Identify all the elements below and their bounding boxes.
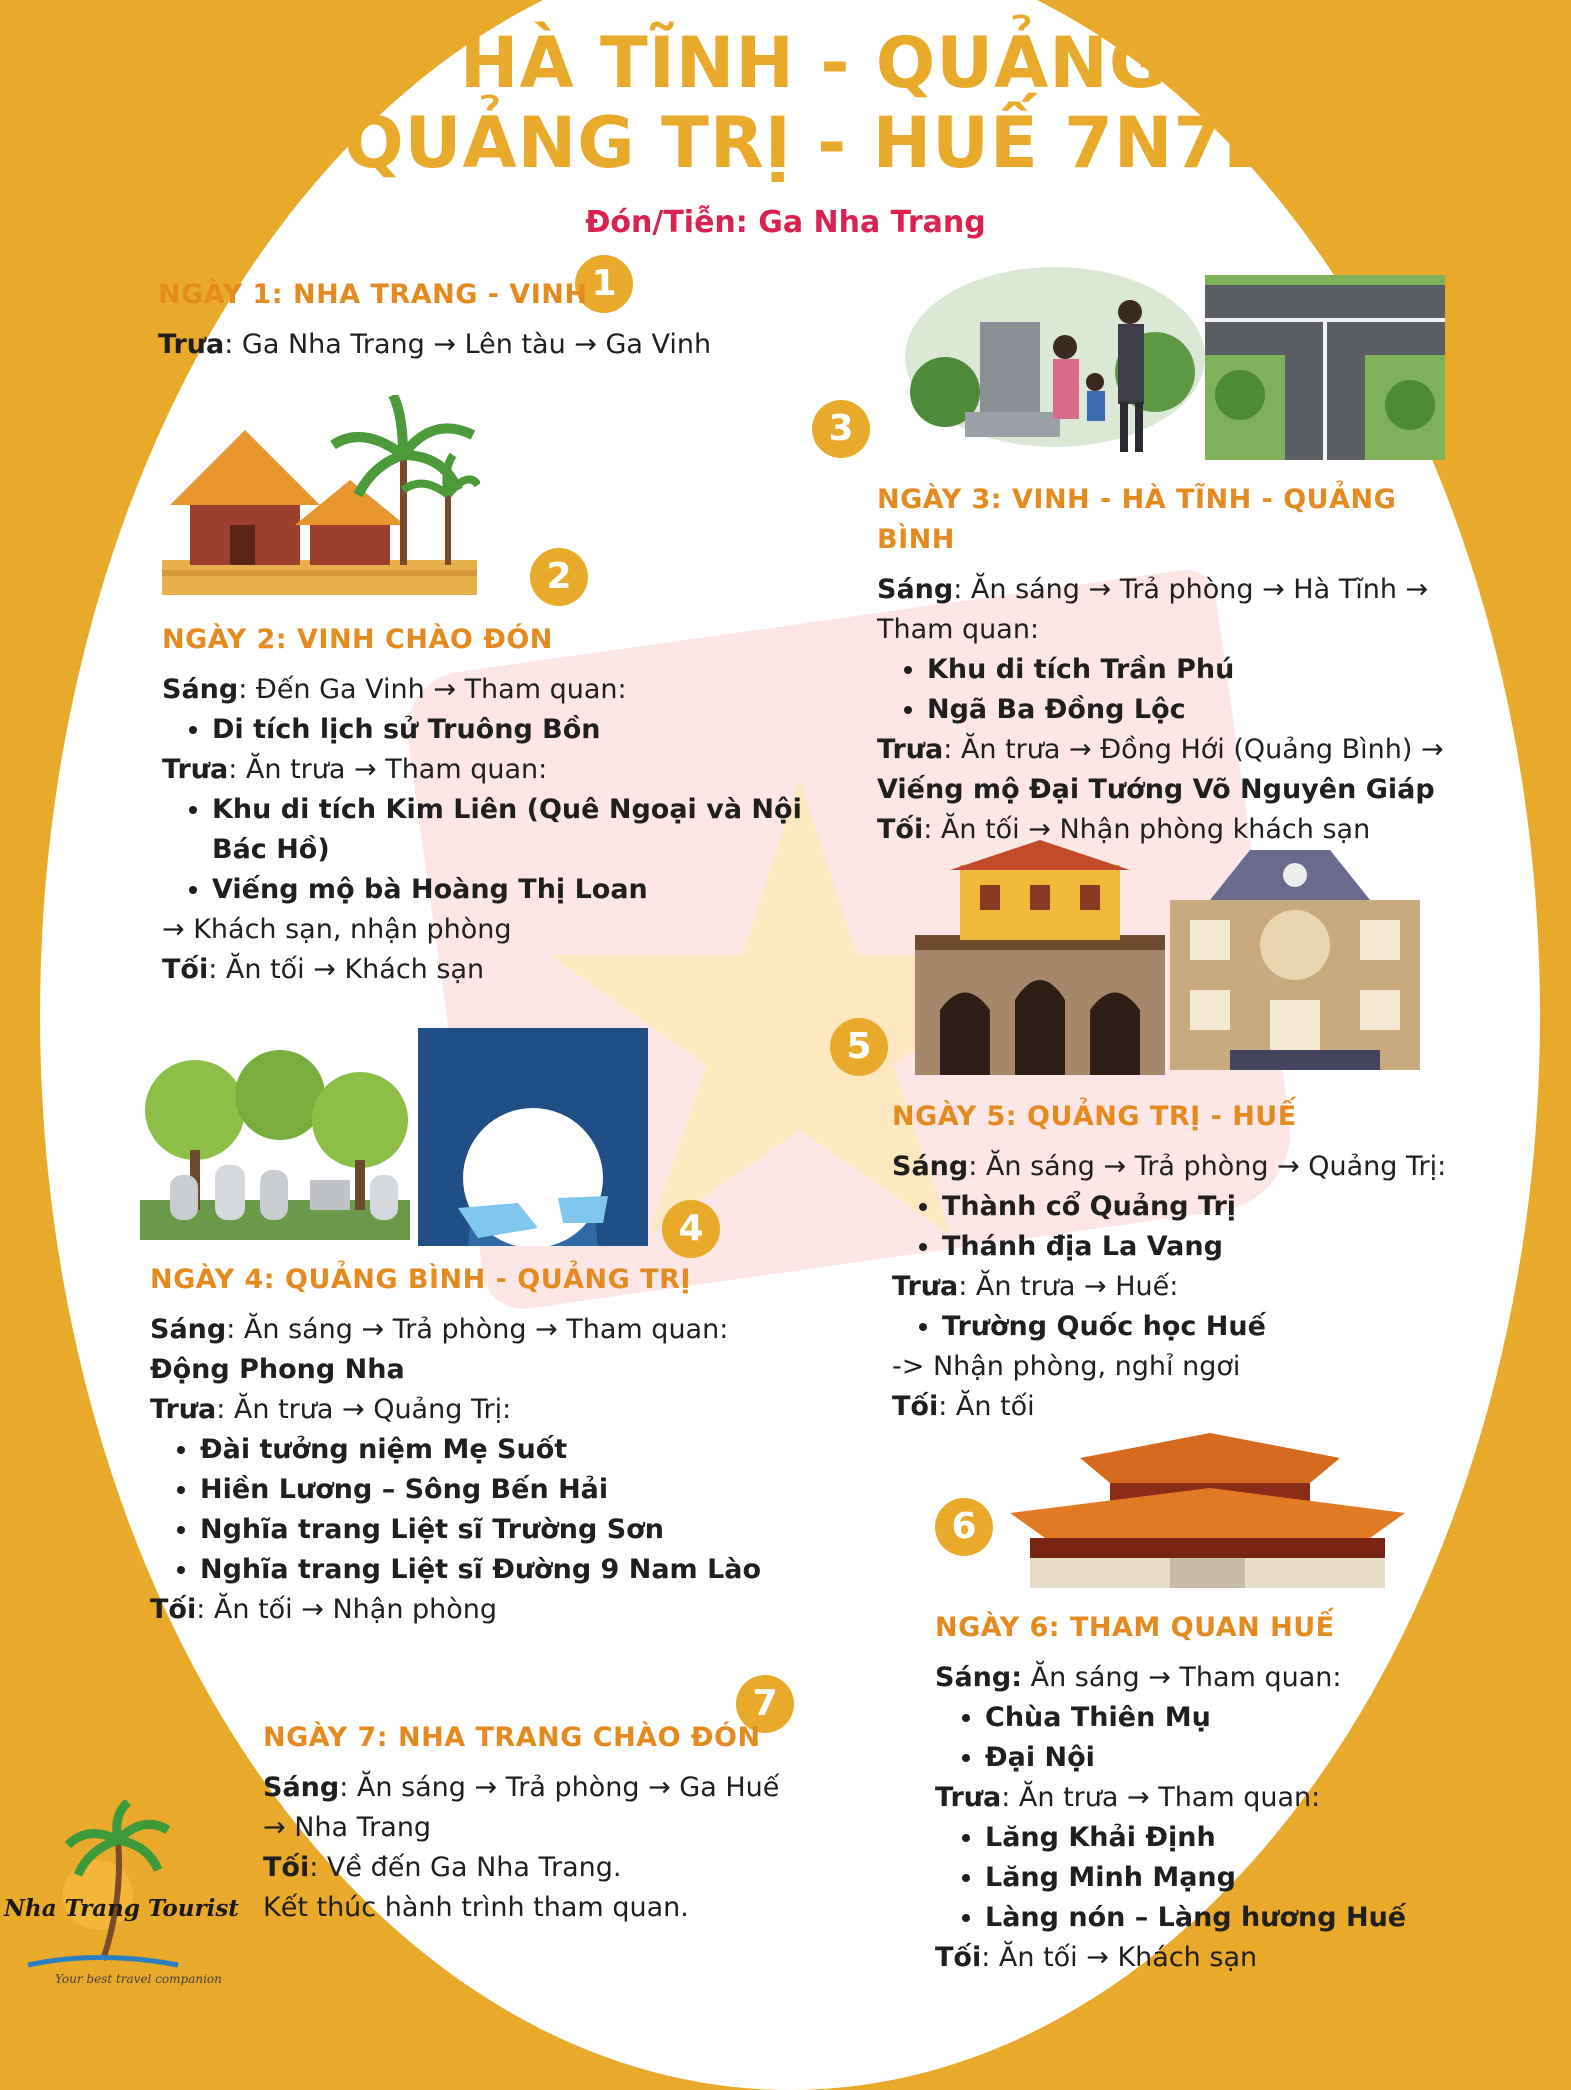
day-7-title: NGÀY 7: NHA TRANG CHÀO ĐÓN	[263, 1722, 761, 1753]
day-5-section	[892, 1097, 1492, 1427]
day-4-section	[150, 1260, 800, 1630]
list-item: • Ngã Ba Đồng Lộc	[927, 690, 1457, 730]
day-3-noon: Trưa: Ăn trưa → Đồng Hới (Quảng Bình) →	[877, 734, 1444, 765]
day-5-morning-list	[892, 1187, 1492, 1267]
day-1-noon: Trưa: Ga Nha Trang → Lên tàu → Ga Vinh	[158, 329, 712, 360]
day-6-evening: Tối: Ăn tối → Khách sạn	[935, 1942, 1258, 1973]
logo-tagline: Your best travel companion	[55, 1972, 222, 1986]
day-2-noon: Trưa: Ăn trưa → Tham quan:	[162, 754, 548, 785]
list-item: • Khu di tích Kim Liên (Quê Ngoại và Nội Bác Hồ)	[212, 790, 802, 870]
day-7-morning: Sáng: Ăn sáng → Trả phòng → Ga Huế → Nha Trang	[263, 1772, 780, 1843]
list-item: • Di tích lịch sử Truông Bồn	[212, 710, 802, 750]
day-2-noon-list	[162, 790, 802, 910]
day-6-morning: Sáng: Ăn sáng → Tham quan:	[935, 1662, 1342, 1693]
day-badge-6: 6	[935, 1498, 993, 1556]
list-item: • Làng nón – Làng hương Huế	[985, 1898, 1475, 1938]
day-6-noon: Trưa: Ăn trưa → Tham quan:	[935, 1782, 1321, 1813]
day-5-title: NGÀY 5: QUẢNG TRỊ - HUẾ	[892, 1101, 1297, 1132]
citadel-gate-illustration	[910, 835, 1170, 1075]
day-5-after: -> Nhận phòng, nghỉ ngơi	[892, 1351, 1241, 1382]
day-2-after: → Khách sạn, nhận phòng	[162, 914, 512, 945]
day-6-noon-list	[935, 1818, 1475, 1938]
family-grave-illustration	[905, 262, 1205, 462]
list-item: • Nghĩa trang Liệt sĩ Trường Sơn	[200, 1510, 800, 1550]
list-item: • Hiền Lương – Sông Bến Hải	[200, 1470, 800, 1510]
list-item: • Thánh địa La Vang	[942, 1227, 1492, 1267]
day-4-evening: Tối: Ăn tối → Nhận phòng	[150, 1594, 498, 1625]
day-6-section	[935, 1608, 1475, 1978]
day-2-title: NGÀY 2: VINH CHÀO ĐÓN	[162, 624, 553, 655]
logo-name: Nha Trang Tourist	[4, 1895, 239, 1922]
list-item: • Trường Quốc học Huế	[942, 1307, 1492, 1347]
day-1-title: NGÀY 1: NHA TRANG - VINH	[158, 279, 588, 310]
day-badge-2: 2	[530, 548, 588, 606]
day-badge-1: 1	[575, 255, 633, 313]
day-5-noon-list	[892, 1307, 1492, 1347]
day-3-evening: Tối: Ăn tối → Nhận phòng khách sạn	[877, 814, 1371, 845]
list-item: • Khu di tích Trần Phú	[927, 650, 1457, 690]
day-3-noon-bold: Viếng mộ Đại Tướng Võ Nguyên Giáp	[877, 774, 1435, 805]
list-item: • Chùa Thiên Mụ	[985, 1698, 1475, 1738]
day-7-evening: Tối: Về đến Ga Nha Trang.	[263, 1852, 622, 1883]
day-badge-7: 7	[736, 1675, 794, 1733]
list-item: • Đài tưởng niệm Mẹ Suốt	[200, 1430, 800, 1470]
day-badge-3: 3	[812, 400, 870, 458]
day-4-title: NGÀY 4: QUẢNG BÌNH - QUẢNG TRỊ	[150, 1264, 691, 1295]
day-6-title: NGÀY 6: THAM QUAN HUẾ	[935, 1612, 1335, 1643]
huts-palms-illustration	[160, 395, 480, 600]
day-badge-5: 5	[830, 1018, 888, 1076]
day-4-noon-list	[150, 1430, 800, 1590]
day-4-morning-bold: Động Phong Nha	[150, 1354, 405, 1385]
list-item: • Thành cổ Quảng Trị	[942, 1187, 1492, 1227]
day-badge-4: 4	[662, 1200, 720, 1258]
day-3-title: NGÀY 3: VINH - HÀ TĨNH - QUẢNG BÌNH	[877, 484, 1397, 555]
school-building-illustration	[1170, 840, 1420, 1070]
cave-illustration	[418, 1028, 648, 1246]
list-item: • Đại Nội	[985, 1738, 1475, 1778]
day-3-morning: Sáng: Ăn sáng → Trả phòng → Hà Tĩnh → Tham quan:	[877, 574, 1429, 645]
day-2-morning-list	[162, 710, 802, 750]
day-7-closing: Kết thúc hành trình tham quan.	[263, 1892, 689, 1923]
day-1-section	[158, 275, 718, 365]
t-junction-road-illustration	[1205, 275, 1445, 460]
day-3-section	[877, 480, 1457, 850]
day-2-morning: Sáng: Đến Ga Vinh → Tham quan:	[162, 674, 627, 705]
page-title-line1: VINH - HÀ TĨNH - QUẢNG BÌNH	[177, 22, 1394, 104]
day-3-morning-list	[877, 650, 1457, 730]
day-5-evening: Tối: Ăn tối	[892, 1391, 1035, 1422]
cemetery-illustration	[140, 1050, 410, 1240]
page-title-line2: - QUẢNG TRỊ - HUẾ 7N7D	[288, 102, 1283, 184]
day-5-noon: Trưa: Ăn trưa → Huế:	[892, 1271, 1179, 1302]
day-2-evening: Tối: Ăn tối → Khách sạn	[162, 954, 485, 985]
day-4-morning: Sáng: Ăn sáng → Trả phòng → Tham quan:	[150, 1314, 729, 1345]
list-item: • Viếng mộ bà Hoàng Thị Loan	[212, 870, 802, 910]
list-item: • Lăng Khải Định	[985, 1818, 1475, 1858]
day-4-noon: Trưa: Ăn trưa → Quảng Trị:	[150, 1394, 512, 1425]
day-2-section	[162, 620, 802, 990]
list-item: • Nghĩa trang Liệt sĩ Đường 9 Nam Lào	[200, 1550, 800, 1590]
day-7-section	[263, 1718, 793, 1928]
day-6-morning-list	[935, 1698, 1475, 1778]
list-item: • Lăng Minh Mạng	[985, 1858, 1475, 1898]
day-5-morning: Sáng: Ăn sáng → Trả phòng → Quảng Trị:	[892, 1151, 1447, 1182]
pickup-info: Đón/Tiễn: Ga Nha Trang	[585, 205, 986, 240]
palace-illustration	[1010, 1428, 1405, 1593]
